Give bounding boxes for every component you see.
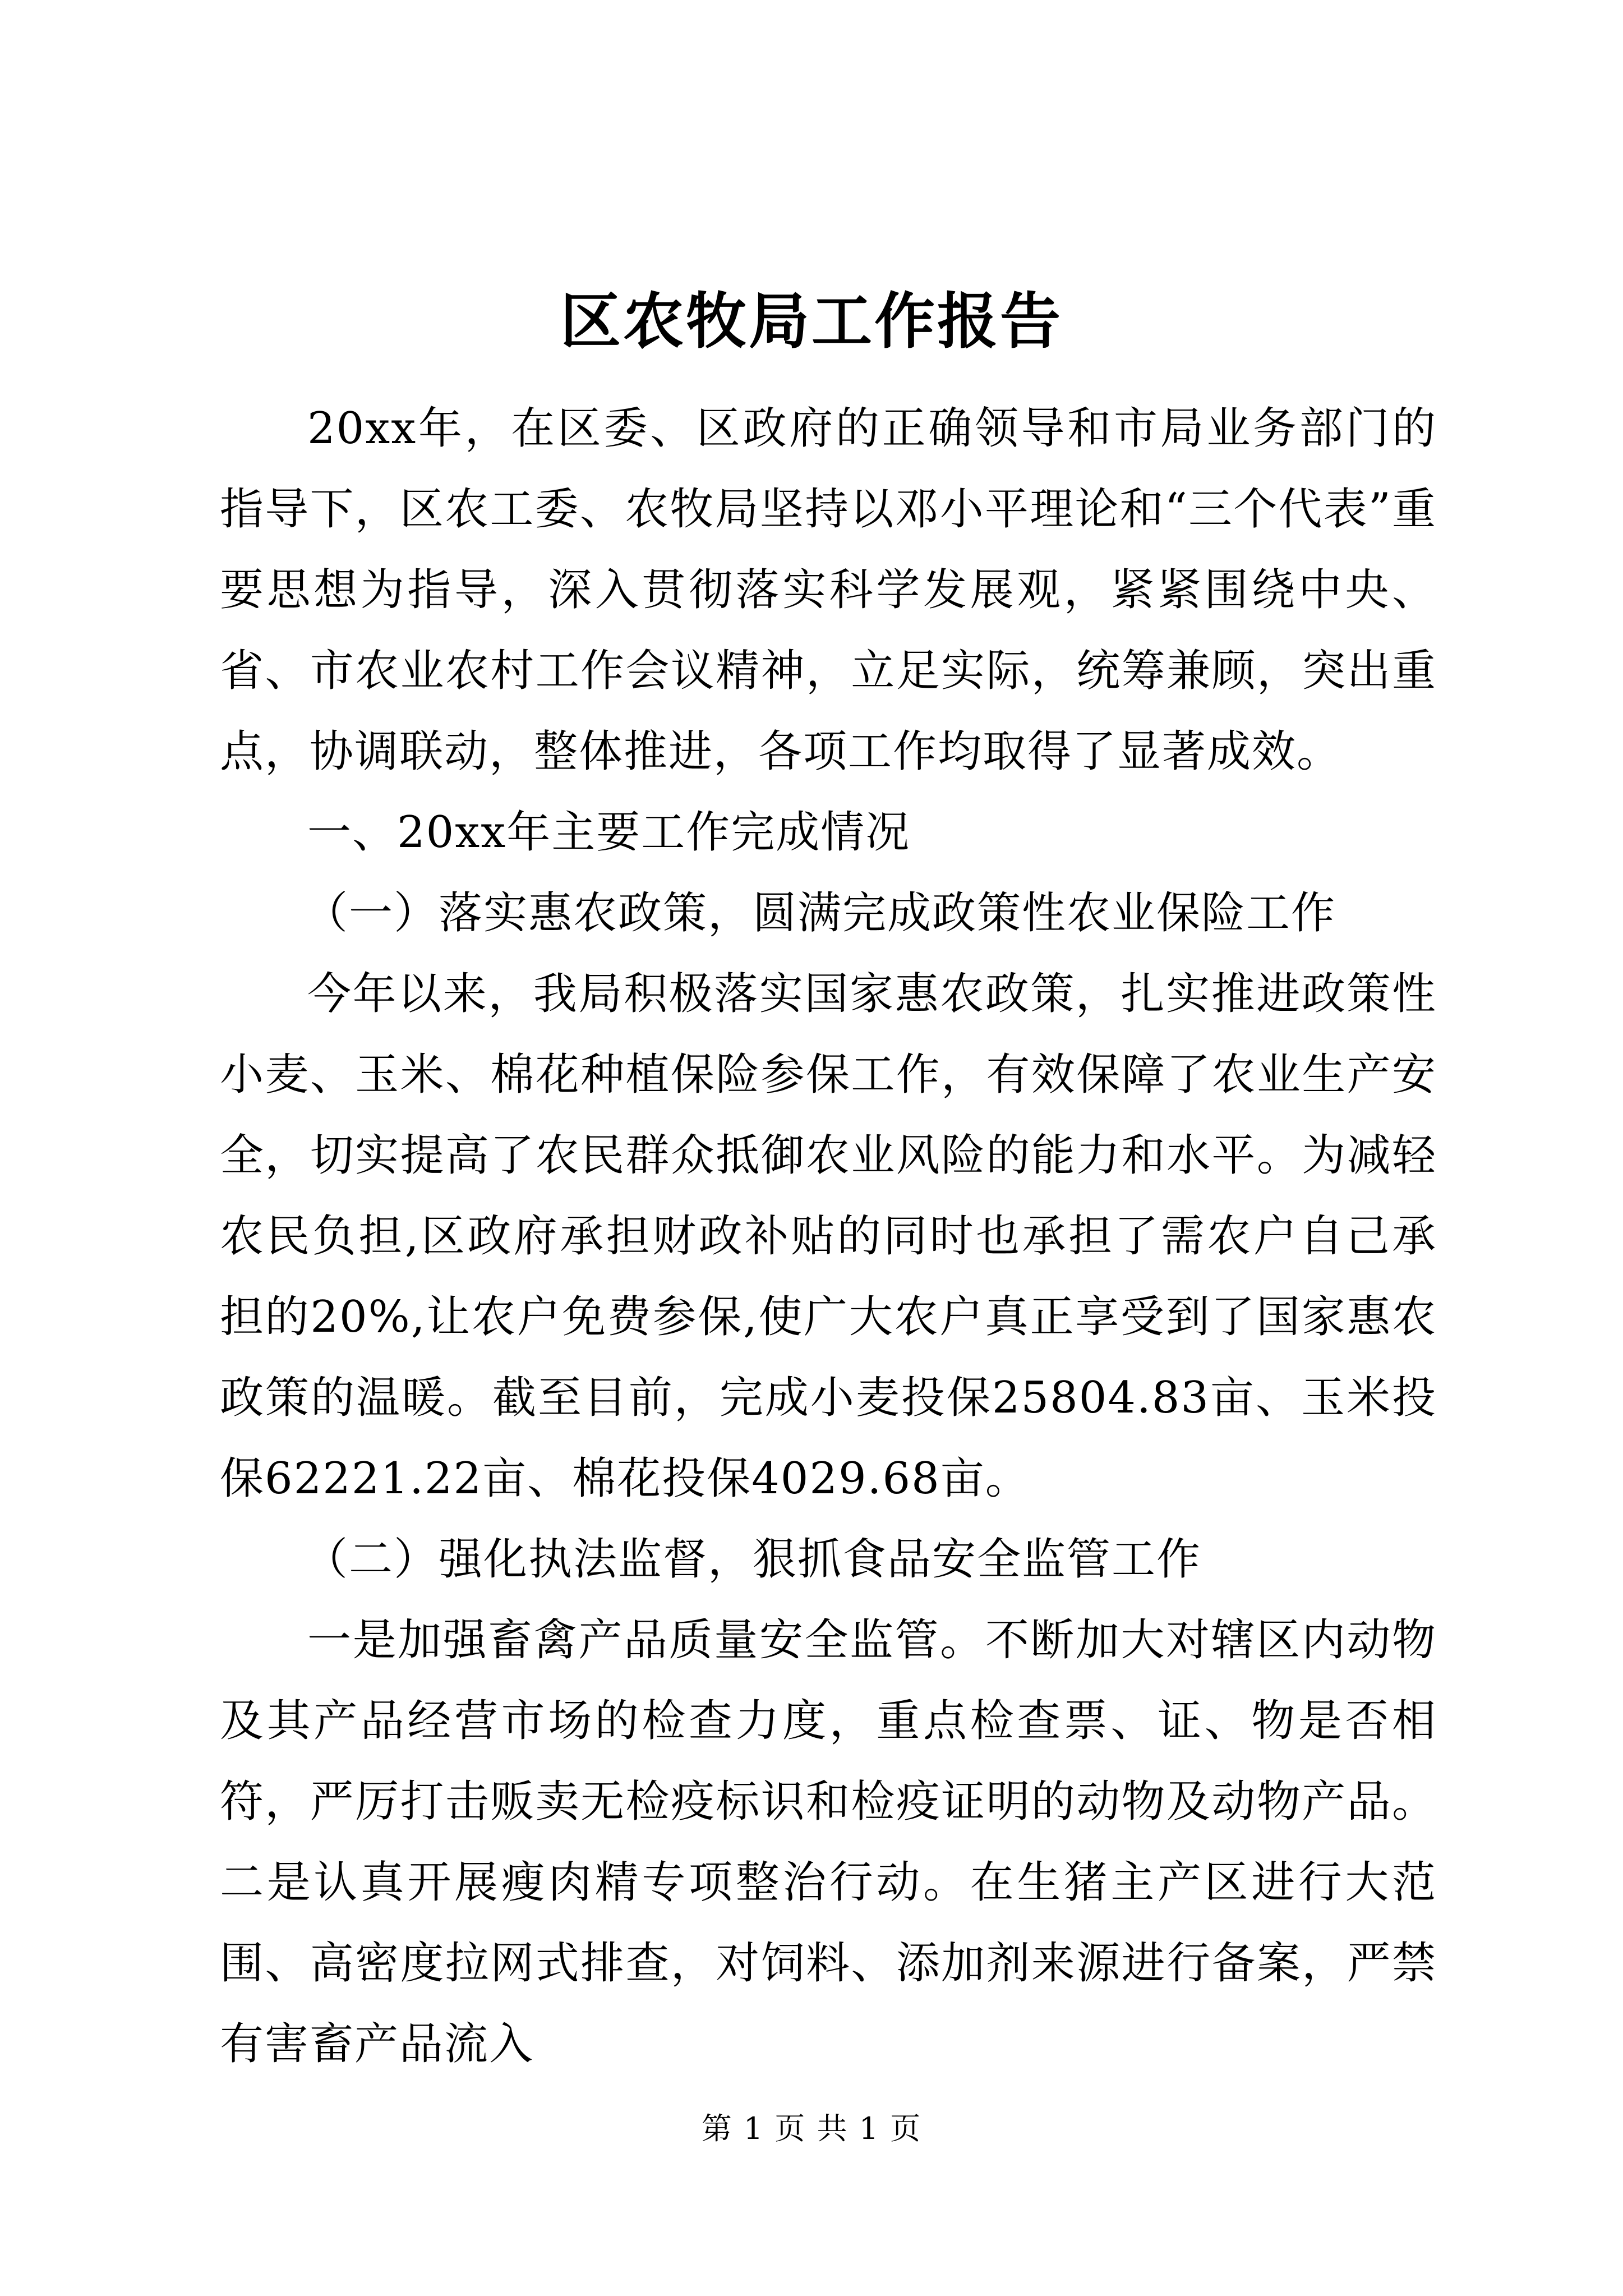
document-title: 区农牧局工作报告 — [560, 286, 1063, 357]
document-body — [220, 388, 1437, 2085]
section-heading-1: 一、20xx年主要工作完成情况 — [307, 807, 911, 858]
food-safety-paragraph: 一是加强畜禽产品质量安全监管。不断加大对辖区内动物及其产品经营市场的检查力度，重点检查票、证、物是否相符，严厉打击贩卖无检疫标识和检疫证明的动物及动物产品。二是认真开展瘦肉精专项整治行动。在生猪主产区进行大范围、高密度拉网式排查，对饲料、添加剂来源进行备案，严禁有害畜产品流入 — [220, 1615, 1437, 2069]
insurance-paragraph: 今年以来，我局积极落实国家惠农政策，扎实推进政策性小麦、玉米、棉花种植保险参保工作，有效保障了农业生产安全，切实提高了农民群众抵御农业风险的能力和水平。为减轻农民负担,区政府承担财政补贴的同时也承担了需农户自己承担的20%,让农户免费参保,使广大农户真正享受到了国家惠农政策的温暖。截至目前，完成小麦投保25804.83亩、玉米投保62221.22亩、棉花投保4029.68亩。 — [220, 969, 1437, 1504]
subsection-heading-1: （一）落实惠农政策，圆满完成政策性农业保险工作 — [304, 888, 1336, 938]
intro-paragraph: 20xx年，在区委、区政府的正确领导和市局业务部门的指导下，区农工委、农牧局坚持以邓小平理论和“三个代表”重要思想为指导，深入贯彻落实科学发展观，紧紧围绕中央、省、市农业农村工作会议精神，立足实际，统筹兼顾，突出重点，协调联动，整体推进，各项工作均取得了显著成效。 — [220, 403, 1437, 777]
subsection-heading-2: （二）强化执法监督，狠抓食品安全监管工作 — [304, 1534, 1202, 1585]
page-footer: 第 1 页 共 1 页 — [701, 2111, 922, 2146]
